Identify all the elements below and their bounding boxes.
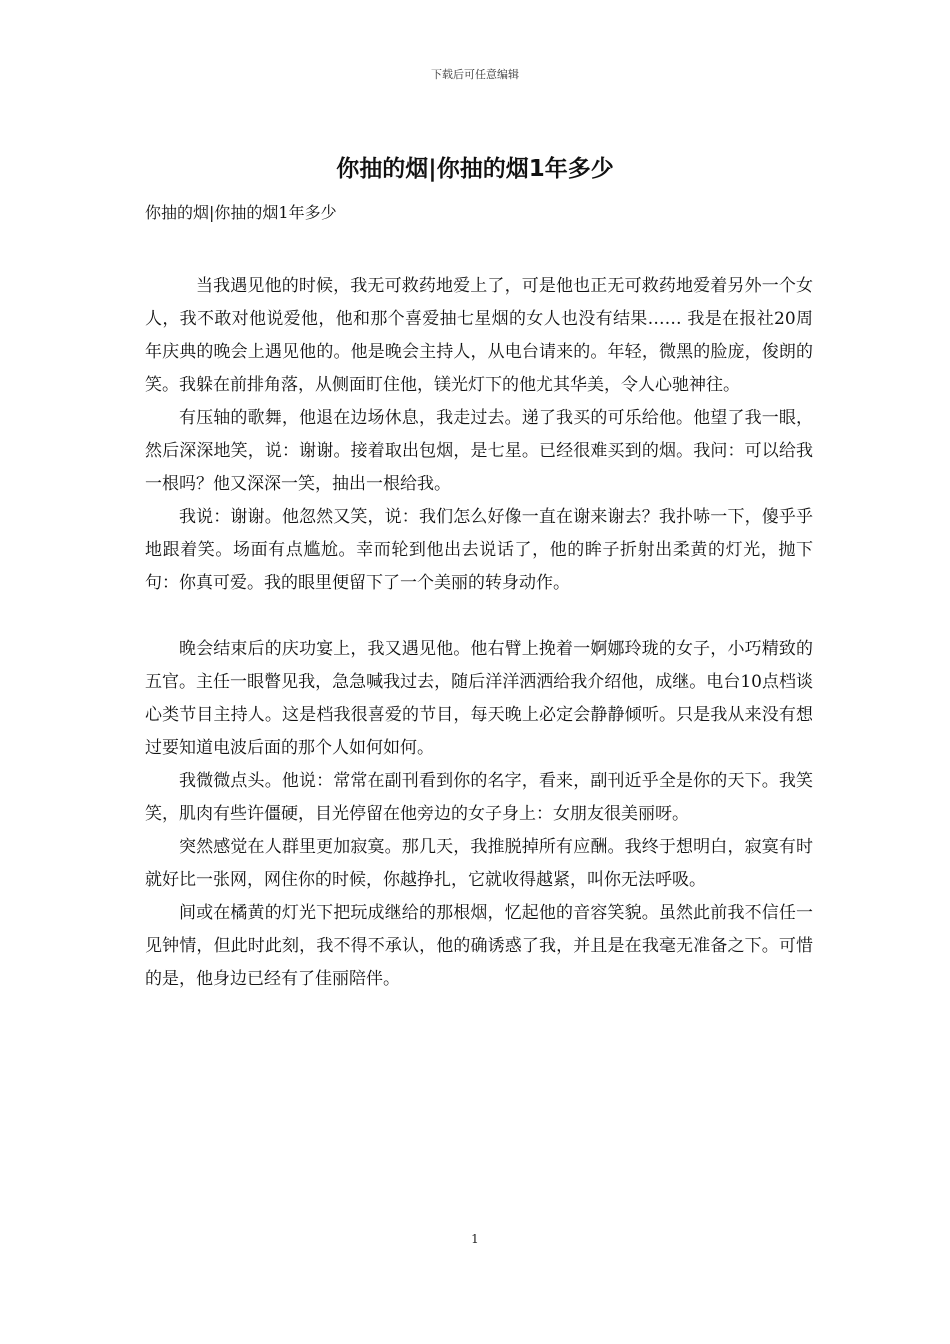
paragraph-6: 突然感觉在人群里更加寂寞。那几天，我推脱掉所有应酬。我终于想明白，寂寞有时就好比一张网，网住你的时候，你越挣扎，它就收得越紧，叫你无法呼吸。 xyxy=(145,837,813,890)
paragraph-3: 我说：谢谢。他忽然又笑，说：我们怎么好像一直在谢来谢去？我扑哧一下，傻乎乎地跟着笑。场面有点尴尬。幸而轮到他出去说话了，他的眸子折射出柔黄的灯光，抛下句：你真可爱。我的眼里便留下了一个美丽的转身动作。 xyxy=(145,507,813,593)
document-subtitle: 你抽的烟|你抽的烟1年多少 xyxy=(145,203,337,222)
paragraph-2: 有压轴的歌舞，他退在边场休息，我走过去。递了我买的可乐给他。他望了我一眼，然后深深地笑，说：谢谢。接着取出包烟，是七星。已经很难买到的烟。我问：可以给我一根吗？他又深深一笑，抽出一根给我。 xyxy=(145,408,813,494)
paragraph-7: 间或在橘黄的灯光下把玩成继给的那根烟，忆起他的音容笑貌。虽然此前我不信任一见钟情，但此时此刻，我不得不承认，他的确诱惑了我，并且是在我毫无准备之下。可惜的是，他身边已经有了佳丽陪伴。 xyxy=(145,903,813,989)
paragraph-1: 当我遇见他的时候，我无可救药地爱上了，可是他也正无可救药地爱着另外一个女人，我不敢对他说爱他，他和那个喜爱抽七星烟的女人也没有结果…… 我是在报社20周年庆典的晚会上遇见他的。他是晚会主持人，从电台请来的。年轻，微黑的脸庞，俊朗的笑。我躲在前排角落，从侧面盯住他，镁光灯下的他尤其华美，令人心驰神往。 xyxy=(145,276,813,395)
paragraph-5: 我微微点头。他说：常常在副刊看到你的名字，看来，副刊近乎全是你的天下。我笑笑，肌肉有些许僵硬，目光停留在他旁边的女子身上：女朋友很美丽呀。 xyxy=(145,771,813,824)
paragraph-4: 晚会结束后的庆功宴上，我又遇见他。他右臂上挽着一婀娜玲珑的女子，小巧精致的五官。主任一眼瞥见我，急急喊我过去，随后洋洋洒洒给我介绍他，成继。电台10点档谈心类节目主持人。这是档我很喜爱的节目，每天晚上必定会静静倾听。只是我从来没有想过要知道电波后面的那个人如何如何。 xyxy=(145,639,813,758)
article-body xyxy=(145,270,813,996)
page-number: 1 xyxy=(471,1232,479,1246)
header-note: 下载后可任意编辑 xyxy=(431,68,519,81)
document-title: 你抽的烟|你抽的烟1年多少 xyxy=(336,156,614,182)
